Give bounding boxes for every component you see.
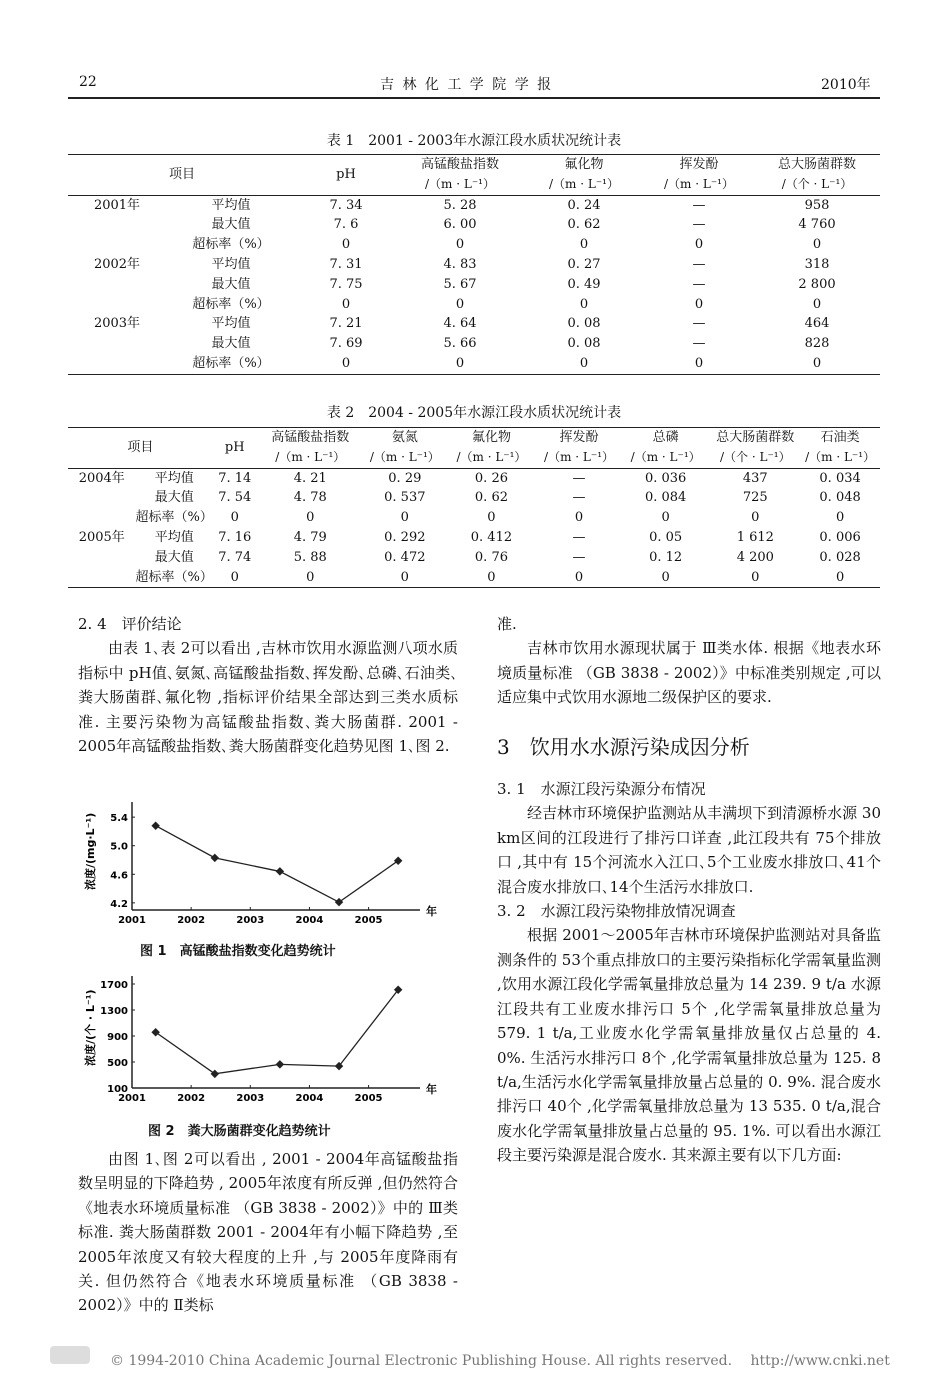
table1-row bbox=[68, 275, 880, 295]
table1-cell: 0. 08 bbox=[567, 336, 601, 352]
table1-cell: 7. 69 bbox=[329, 336, 363, 352]
table2-cell: 725 bbox=[742, 490, 768, 506]
data-point bbox=[394, 856, 402, 864]
table2-row bbox=[68, 468, 880, 488]
table1-cell: 5. 28 bbox=[443, 197, 477, 213]
y-tick-label: 500 bbox=[107, 1058, 128, 1069]
section-heading-3: 3 饮用水水源污染成因分析 bbox=[497, 734, 750, 759]
table1-header-col: 高锰酸盐指数 bbox=[420, 157, 499, 172]
table2-cell: — bbox=[572, 549, 586, 565]
table2-cell: 0 bbox=[661, 510, 670, 526]
table1-cell: 0 bbox=[341, 296, 351, 312]
y-tick-label: 5.4 bbox=[110, 813, 128, 825]
table2-cell: 0 bbox=[400, 569, 409, 585]
data-point bbox=[151, 1028, 159, 1036]
table2-cell: 4. 78 bbox=[293, 490, 327, 506]
table1-cell: 4. 64 bbox=[443, 316, 477, 332]
table2-cell: 0 bbox=[751, 569, 760, 585]
table1-cell: 0 bbox=[579, 237, 589, 253]
data-point bbox=[335, 898, 343, 906]
table2-row bbox=[68, 488, 880, 508]
table2-cell: 0. 412 bbox=[470, 529, 513, 545]
table2-cell: 平均值 bbox=[154, 529, 194, 545]
table1-cell: 2003年 bbox=[93, 316, 141, 332]
table2-cell: 7. 14 bbox=[218, 470, 252, 486]
table1-cell: 平均值 bbox=[211, 256, 251, 272]
table2-cell: 0. 048 bbox=[819, 490, 861, 506]
table1-cell: 7. 6 bbox=[333, 217, 359, 233]
table2-cell: 0 bbox=[306, 510, 315, 526]
data-point bbox=[211, 1070, 219, 1078]
table2-header-col: 总大肠菌群数 bbox=[716, 430, 795, 445]
table2-cell: 7. 74 bbox=[218, 549, 252, 565]
table1-cell: 最大值 bbox=[211, 217, 251, 233]
x-tick-label: 2002 bbox=[177, 1093, 206, 1104]
table2-cell: 0. 537 bbox=[384, 490, 426, 506]
table1-cell bbox=[68, 354, 166, 374]
table1-row bbox=[68, 235, 880, 255]
table1-cell: 7. 75 bbox=[329, 276, 363, 292]
table2-header-row bbox=[68, 428, 880, 448]
table1-cell: 7. 34 bbox=[329, 197, 363, 213]
x-tick-label: 2002 bbox=[177, 915, 206, 926]
y-tick-label: 900 bbox=[107, 1032, 128, 1043]
table2-cell: 5. 88 bbox=[293, 549, 327, 565]
table2-cell: 0. 12 bbox=[649, 549, 683, 565]
table1-cell: 7. 31 bbox=[329, 256, 363, 272]
issue-year: 2010年 bbox=[821, 77, 871, 93]
table1-cell bbox=[68, 295, 166, 315]
table1-cell: 5. 67 bbox=[443, 276, 477, 292]
table1-cell: 0 bbox=[579, 355, 589, 371]
header-rule bbox=[68, 97, 880, 99]
table2-header-col: 石油类 bbox=[820, 430, 860, 445]
table2-cell: 7. 16 bbox=[218, 529, 252, 545]
table1-header-ph: pH bbox=[336, 166, 356, 182]
table2-header-col: 氨氮 bbox=[391, 430, 418, 445]
left-column bbox=[78, 612, 458, 758]
table1-row bbox=[68, 295, 880, 315]
table2-cell: 最大值 bbox=[154, 549, 194, 565]
table2-cell: 0. 62 bbox=[474, 490, 508, 506]
table1-cell: — bbox=[692, 197, 706, 213]
y-tick-label: 4.2 bbox=[110, 898, 128, 910]
table1-cell: 0 bbox=[579, 296, 589, 312]
table2-cell: 0. 05 bbox=[649, 529, 683, 545]
table1-cell: 超标率（%） bbox=[192, 355, 270, 371]
table1-header-row bbox=[68, 155, 880, 175]
copyright-footer: © 1994-2010 China Academic Journal Electronic Publishing House. All rights reserved. http://www.cnki.net bbox=[110, 1353, 890, 1369]
table2-cell bbox=[68, 548, 136, 568]
left-column-lower bbox=[78, 1147, 458, 1318]
table1-cell bbox=[68, 334, 166, 354]
table2-cell: 0 bbox=[751, 510, 760, 526]
table1-row bbox=[68, 195, 880, 215]
table1-cell: 0 bbox=[455, 296, 465, 312]
table2-cell: 4. 79 bbox=[293, 529, 327, 545]
table1-cell: 958 bbox=[804, 197, 830, 213]
table1-header-item: 项目 bbox=[168, 166, 195, 182]
table1-header-col: 总大肠菌群数 bbox=[777, 157, 856, 172]
table1-unit: /（m · L⁻¹） bbox=[549, 176, 619, 191]
table2-cell: 0. 006 bbox=[819, 529, 861, 545]
x-tick-label: 2003 bbox=[236, 915, 265, 926]
table1-cell: 超标率（%） bbox=[192, 296, 270, 312]
y-tick-label: 4.6 bbox=[110, 870, 128, 882]
table1-cell: 4. 83 bbox=[443, 256, 477, 272]
data-point bbox=[276, 1060, 284, 1068]
table2-cell: 2005年 bbox=[78, 529, 125, 545]
table2-cell: 最大值 bbox=[154, 490, 194, 506]
table2-header-col: 氟化物 bbox=[471, 430, 511, 445]
table1-cell: 0. 49 bbox=[567, 276, 601, 292]
table2-cell: 0 bbox=[230, 510, 239, 526]
table2-cell: 0 bbox=[487, 569, 496, 585]
table1-row bbox=[68, 354, 880, 374]
x-tick-label: 2003 bbox=[236, 1093, 265, 1104]
right-paragraph-1: 吉林市饮用水源现状属于 Ⅲ类水体. 根据《地表水环境质量标准 （GB 3838 - 2002）》中标准类别规定 ,可以适应集中式饮用水源地二级保护区的要求. bbox=[497, 639, 881, 707]
table2-cell: 0. 036 bbox=[644, 470, 687, 486]
table2-cell: 0 bbox=[400, 510, 409, 526]
table1-cell: 0 bbox=[455, 355, 465, 371]
table2-cell: 0 bbox=[306, 569, 315, 585]
table2-cell: 437 bbox=[742, 470, 768, 486]
table2-row bbox=[68, 528, 880, 548]
table1-cell: 0 bbox=[694, 237, 704, 253]
data-point bbox=[151, 821, 159, 829]
table1-cell: — bbox=[692, 316, 706, 332]
figure-1-x-label: 年 bbox=[426, 905, 437, 918]
y-tick-label: 5.0 bbox=[110, 841, 128, 853]
table2-header-ph: pH bbox=[224, 439, 245, 455]
figure-1-y-label: 浓度/(mg·L⁻¹) bbox=[84, 812, 97, 890]
x-tick-label: 2005 bbox=[354, 1093, 383, 1104]
table1-cell: 2 800 bbox=[798, 276, 836, 292]
table2-cell: 0. 76 bbox=[474, 549, 508, 565]
table2 bbox=[68, 427, 880, 588]
table1-cell bbox=[68, 215, 166, 235]
table1-cell bbox=[68, 235, 166, 255]
table1-cell: 2001年 bbox=[93, 197, 141, 213]
table1-cell: 828 bbox=[804, 336, 830, 352]
table2-unit: /（m · L⁻¹） bbox=[456, 449, 527, 464]
table2-unit: /（m · L⁻¹） bbox=[630, 449, 701, 464]
x-tick-label: 2001 bbox=[118, 1093, 146, 1104]
right-paragraph-3: 根据 2001～2005年吉林市环境保护监测站对具备监测条件的 53个重点排放口的主要污染指标化学需氧量监测 ,饮用水源江段化学需氧量排放总量为 14 239. 9 t/a 水源江段共有工业废水排污口 5个 ,化学需氧量排放总量为 579. 1 t/a,工业废水化学需氧量排放量仅占总量的 4. 0%. 生活污水排污口 8个 ,化学需氧量排放总量为 125. 8 t/a,生活污水化学需氧量排放量占总量的 0. 9%. 混合废水排污口 40个 ,化学需氧量排放总量为 13 535. 0 t/a,混合废水化学需氧量排放量占总量的 95. 1%. 可以看出水源江段主要污染源是混合废水. 其来源主要有以下几方面: bbox=[497, 926, 881, 1165]
table1-cell: 7. 21 bbox=[329, 316, 363, 332]
table2-cell: 4 200 bbox=[736, 549, 774, 565]
table2-cell: 0. 292 bbox=[384, 529, 426, 545]
figure-2-x-label: 年 bbox=[426, 1083, 437, 1096]
table2-unit: /（m · L⁻¹） bbox=[275, 449, 346, 464]
table2-cell: 0 bbox=[835, 510, 845, 526]
table1-cell: 2002年 bbox=[93, 256, 141, 272]
table2-cell: 4. 21 bbox=[293, 470, 327, 486]
table1-cell: — bbox=[692, 336, 706, 352]
table1-cell: 464 bbox=[804, 316, 830, 332]
table1 bbox=[68, 154, 880, 375]
table2-cell: 0 bbox=[230, 569, 239, 585]
table2-cell bbox=[68, 508, 136, 528]
table2-unit: /（m · L⁻¹） bbox=[544, 449, 615, 464]
y-tick-label: 1700 bbox=[100, 980, 128, 991]
table2-cell: — bbox=[572, 529, 586, 545]
right-column bbox=[497, 612, 881, 1168]
table2-cell: 1 612 bbox=[736, 529, 774, 545]
table1-unit: /（m · L⁻¹） bbox=[664, 176, 734, 191]
table1-cell bbox=[68, 275, 166, 295]
table1-cell: 0. 62 bbox=[567, 217, 601, 233]
table2-cell: 0. 084 bbox=[644, 490, 687, 506]
x-tick-label: 2004 bbox=[295, 915, 324, 926]
table2-header-col: 挥发酚 bbox=[559, 430, 599, 445]
data-point bbox=[211, 854, 219, 862]
figure-2-y-label: 浓度/(个 · L⁻¹) bbox=[84, 989, 97, 1066]
section-heading-2-4: 2. 4 评价结论 bbox=[78, 615, 182, 633]
table1-cell: 0. 08 bbox=[567, 316, 601, 332]
table1-row bbox=[68, 334, 880, 354]
table2-cell: 0. 472 bbox=[384, 549, 426, 565]
table1-header-col: 氟化物 bbox=[564, 157, 604, 172]
subsection-heading-3-1: 3. 1 水源江段污染源分布情况 bbox=[497, 780, 706, 799]
table1-cell: 0 bbox=[341, 237, 351, 253]
table2-row bbox=[68, 548, 880, 568]
table1-header-col: 挥发酚 bbox=[679, 157, 719, 172]
x-tick-label: 2004 bbox=[295, 1093, 324, 1104]
table2-row bbox=[68, 568, 880, 588]
journal-title: 吉 林 化 工 学 院 学 报 bbox=[380, 77, 554, 93]
table1-cell: 平均值 bbox=[211, 197, 251, 213]
table1-unit: /（m · L⁻¹） bbox=[425, 176, 495, 191]
table2-cell: 2004年 bbox=[78, 470, 125, 486]
table1-cell: 0 bbox=[812, 237, 822, 253]
table1-cell: 0 bbox=[694, 355, 704, 371]
table1-cell: — bbox=[692, 256, 706, 272]
table2-cell: 7. 54 bbox=[218, 490, 252, 506]
table2-row bbox=[68, 508, 880, 528]
table1-cell: 0. 27 bbox=[567, 256, 601, 272]
table1-row bbox=[68, 255, 880, 275]
table2-cell: 0 bbox=[835, 569, 845, 585]
figure-1-chart bbox=[80, 798, 440, 930]
table1-cell: 最大值 bbox=[211, 336, 251, 352]
data-point bbox=[276, 867, 284, 875]
table2-cell: 0. 26 bbox=[474, 470, 508, 486]
table1-cell: — bbox=[692, 276, 706, 292]
table1-cell: 0 bbox=[341, 355, 351, 371]
left-paragraph-2: 由图 1､图 2可以看出 , 2001 - 2004年高锰酸盐指数呈明显的下降趋势 , 2005年浓度有所反弹 ,但仍然符合《地表水环境质量标准 （GB 3838 - 2002）》中的 Ⅲ类标准. 粪大肠菌群数 2001 - 2004年有小幅下降趋势 ,至 2005年浓度又有较大程度的上升 ,与 2005年度降雨有关. 但仍然符合《地表水环境质量标准 （GB 3838 - 2002）》中的 Ⅱ类标 bbox=[78, 1150, 458, 1315]
table2-unit: /（m · L⁻¹） bbox=[369, 449, 440, 464]
table2-cell: 0. 028 bbox=[819, 549, 861, 565]
table2-cell: 超标率（%） bbox=[135, 569, 213, 585]
y-tick-label: 100 bbox=[107, 1084, 128, 1095]
subsection-heading-3-2: 3. 2 水源江段污染物排放情况调查 bbox=[497, 902, 736, 921]
figure-2-caption: 图 2 粪大肠菌群变化趋势统计 bbox=[148, 1124, 331, 1139]
table1-row bbox=[68, 215, 880, 235]
x-tick-label: 2005 bbox=[354, 915, 383, 926]
table1-cell: 0 bbox=[812, 296, 822, 312]
x-tick-label: 2001 bbox=[118, 915, 146, 926]
table1-cell: — bbox=[692, 217, 706, 233]
left-paragraph-1: 由表 1､表 2可以看出 ,吉林市饮用水源监测八项水质指标中 pH值､氨氮､高锰酸盐指数､挥发酚､总磷､石油类､粪大肠菌群､氟化物 ,指标评价结果全部达到三类水质标准. 主要污染物为高锰酸盐指数､粪大肠菌群. 2001 - 2005年高锰酸盐指数､粪大肠菌群变化趋势见图 1､图 2. bbox=[78, 639, 458, 756]
series-line bbox=[156, 826, 399, 902]
page-number: 22 bbox=[79, 74, 97, 90]
table1-unit: /（个 · L⁻¹） bbox=[781, 176, 853, 191]
table1-cell: 最大值 bbox=[211, 276, 251, 292]
table1-cell: 5. 66 bbox=[443, 336, 477, 352]
table2-header-col: 总磷 bbox=[652, 430, 679, 445]
table1-row bbox=[68, 314, 880, 334]
figure-2-chart bbox=[80, 970, 440, 1110]
table2-cell: — bbox=[572, 490, 586, 506]
table1-cell: 超标率（%） bbox=[192, 237, 270, 253]
table1-cell: 6. 00 bbox=[443, 217, 477, 233]
table1-cell: 0 bbox=[812, 355, 822, 371]
right-continuation: 准. bbox=[497, 615, 517, 633]
table2-unit: /（m · L⁻¹） bbox=[805, 449, 876, 464]
table2-caption: 表 2 2004 - 2005年水源江段水质状况统计表 bbox=[326, 405, 622, 421]
table2-cell: 0 bbox=[574, 569, 584, 585]
table1-cell: 0. 24 bbox=[567, 197, 601, 213]
table1-cell: 4 760 bbox=[798, 217, 836, 233]
right-paragraph-2: 经吉林市环境保护监测站从丰满坝下到清源桥水源 30 km区间的江段进行了排污口详查 ,此江段共有 75个排放口 ,其中有 15个河流水入江口､5个工业废水排放口､41个混合废水排放口､14个生活污水排放口. bbox=[497, 804, 881, 896]
table2-header-item: 项目 bbox=[127, 439, 154, 455]
table2-cell: 0 bbox=[661, 569, 670, 585]
series-line bbox=[156, 990, 399, 1074]
table1-cell: 318 bbox=[804, 256, 830, 272]
table2-cell: 0. 034 bbox=[819, 470, 861, 486]
table2-cell: 0. 29 bbox=[388, 470, 422, 486]
figure-1-caption: 图 1 高锰酸盐指数变化趋势统计 bbox=[140, 944, 336, 959]
cnki-logo-icon bbox=[50, 1346, 90, 1364]
y-tick-label: 1300 bbox=[100, 1006, 128, 1017]
table2-cell bbox=[68, 568, 136, 588]
table1-cell: 0 bbox=[455, 237, 465, 253]
table2-cell: 超标率（%） bbox=[135, 510, 213, 526]
table2-cell: 平均值 bbox=[154, 470, 194, 486]
table2-unit: /（个 · L⁻¹） bbox=[720, 449, 791, 464]
table1-cell: 0 bbox=[694, 296, 704, 312]
table2-header-col: 高锰酸盐指数 bbox=[271, 430, 350, 445]
table1-caption: 表 1 2001 - 2003年水源江段水质状况统计表 bbox=[326, 133, 622, 149]
table2-cell: 0 bbox=[487, 510, 496, 526]
table2-cell: 0 bbox=[574, 510, 584, 526]
table2-cell bbox=[68, 488, 136, 508]
table2-cell: — bbox=[572, 470, 586, 486]
table1-cell: 平均值 bbox=[211, 316, 251, 332]
